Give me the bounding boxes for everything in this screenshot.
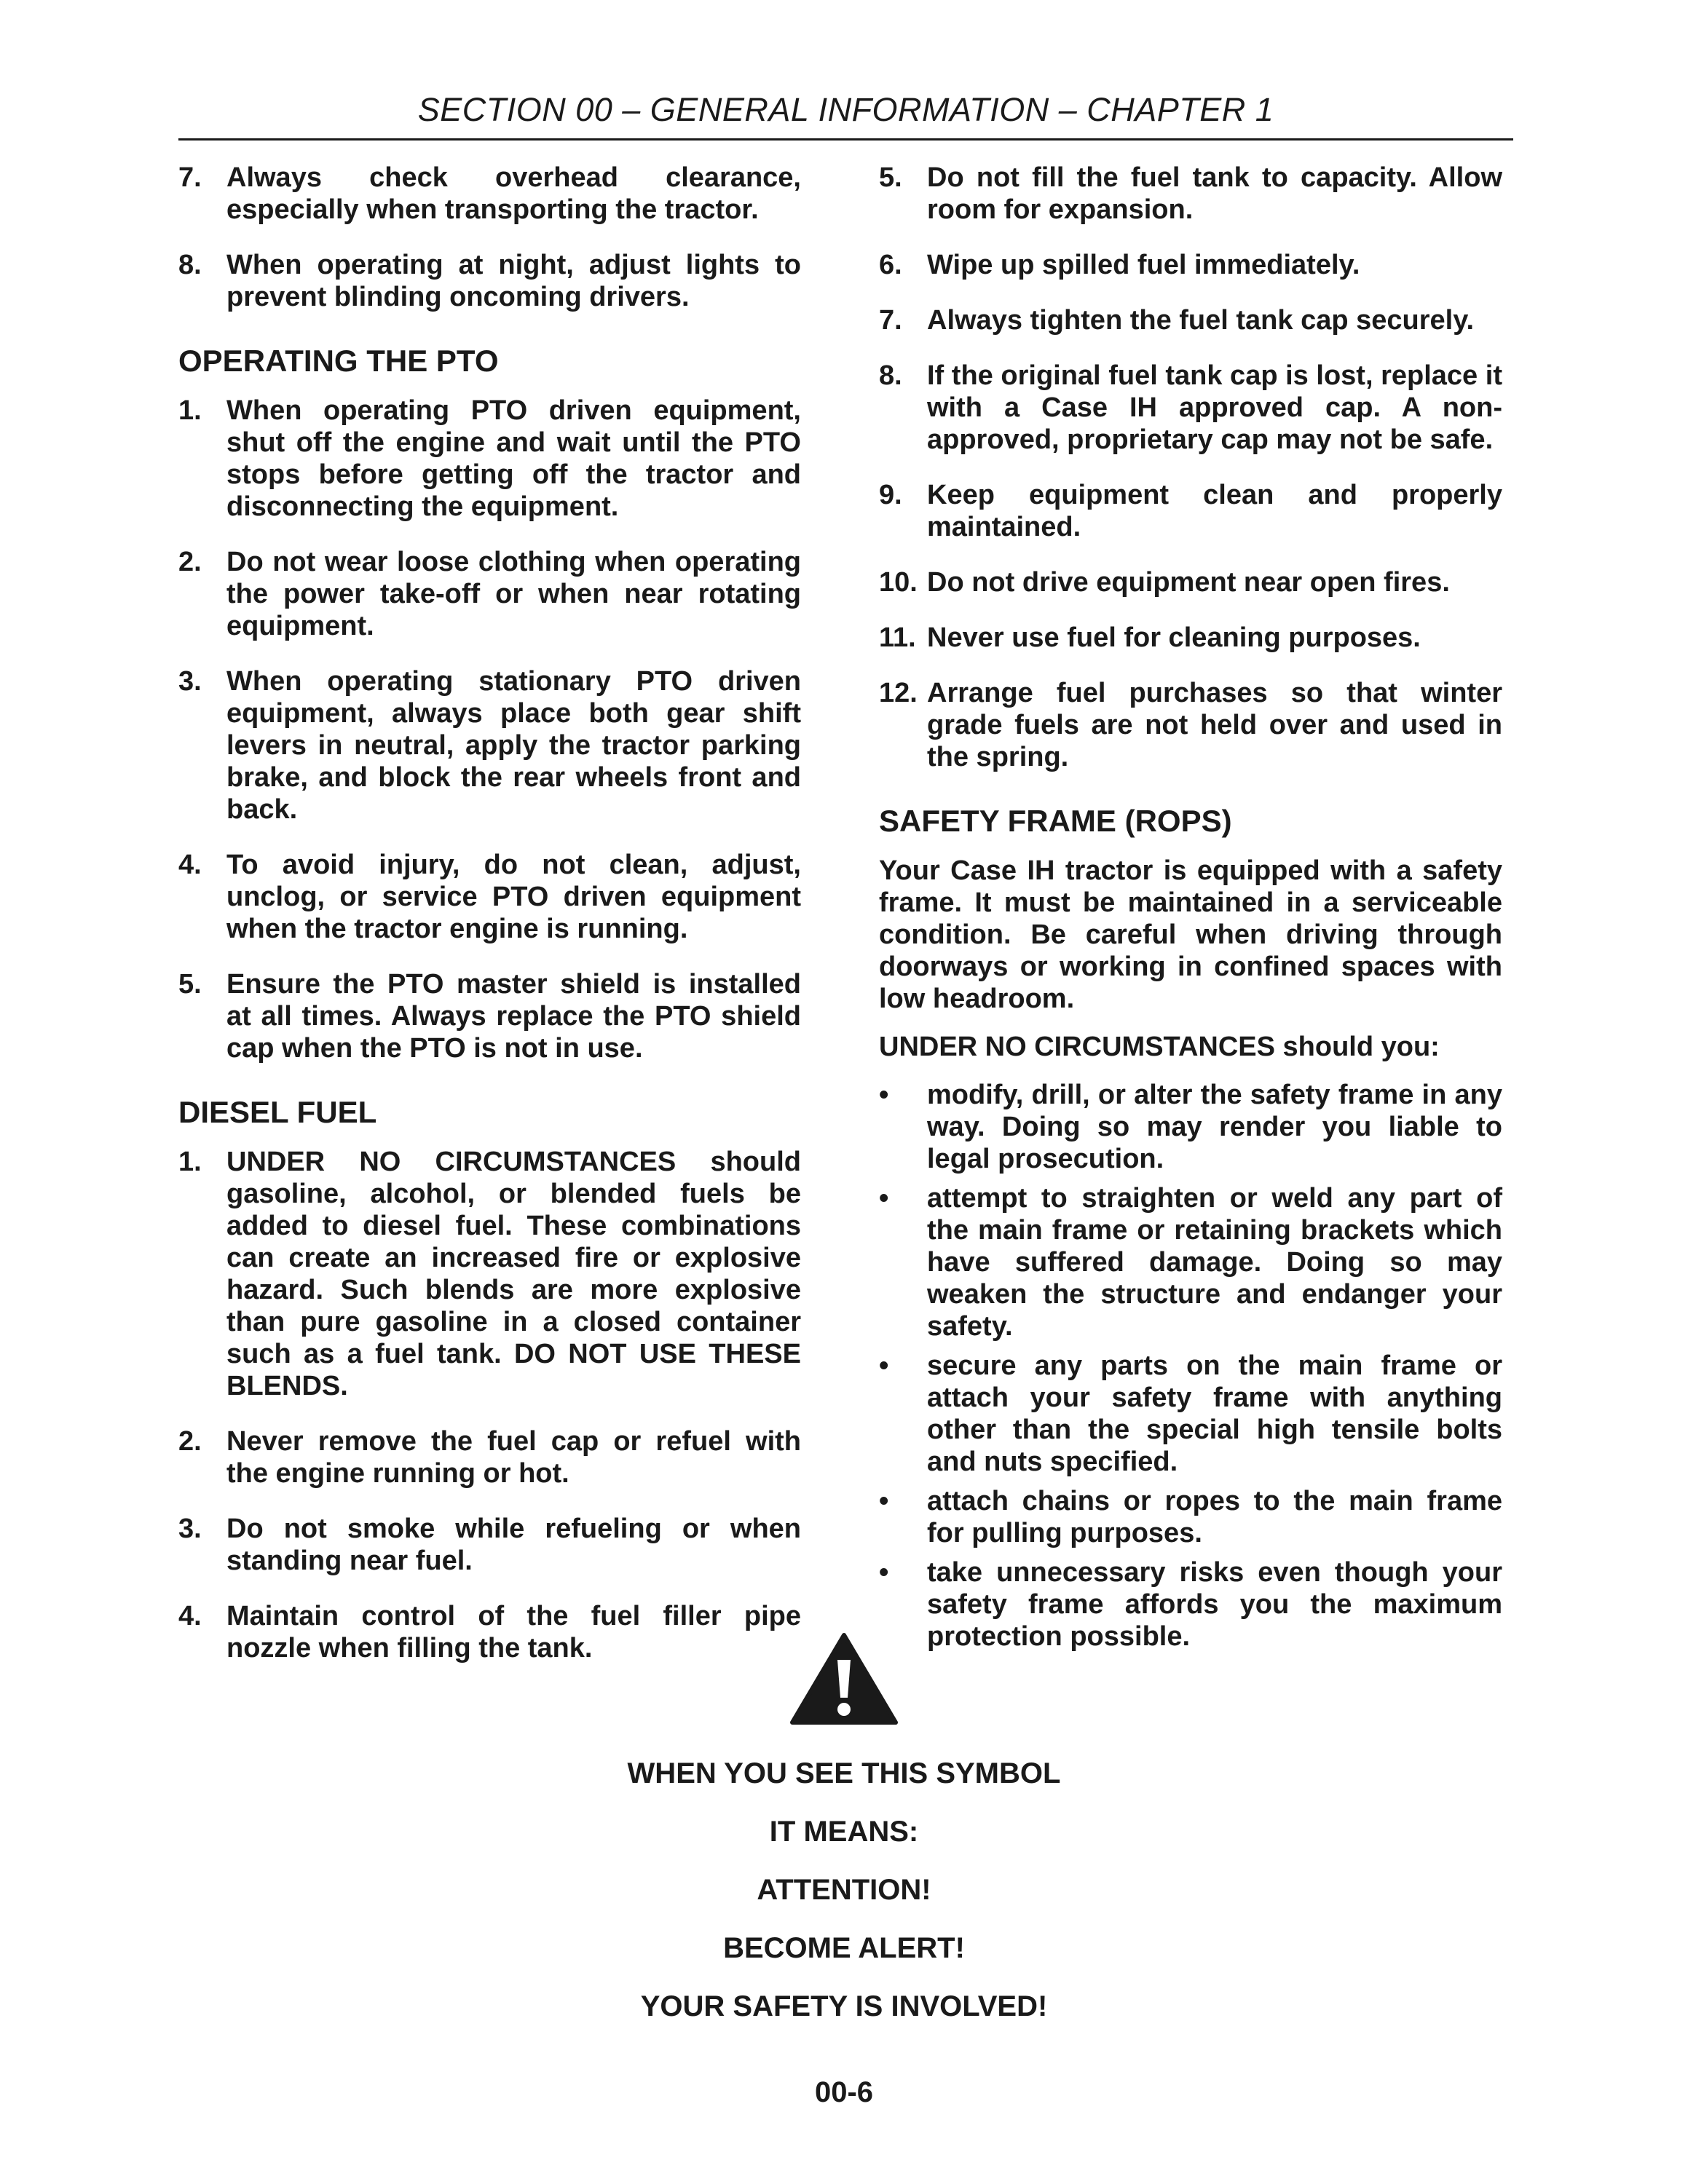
list-item (879, 622, 1502, 654)
item-number: 5. (178, 969, 202, 1000)
list-item (178, 546, 801, 642)
item-text: Always check overhead clearance, especially when transporting the tractor. (226, 162, 801, 225)
list-item (879, 360, 1502, 456)
item-text: When operating at night, adjust lights to prevent blinding oncoming drivers. (226, 250, 801, 312)
item-number: 10. (879, 567, 918, 598)
item-number: 1. (178, 1147, 202, 1177)
bullet-text: attach chains or ropes to the main frame for pulling purposes. (927, 1486, 1502, 1548)
item-text: Never remove the fuel cap or refuel with the engine running or hot. (226, 1426, 801, 1489)
item-text: Ensure the PTO master shield is installed at all times. Always replace the PTO shield cap when the PTO is not in use. (226, 969, 801, 1064)
bullet-item (879, 1182, 1502, 1342)
list-item (178, 249, 801, 313)
bullet-icon: • (879, 1080, 889, 1110)
item-text: If the original fuel tank cap is lost, replace it with a Case IH approved cap. A non-approved, proprietary cap may not be safe. (927, 360, 1502, 455)
list-item (178, 1146, 801, 1402)
warning-line: WHEN YOU SEE THIS SYMBOL (627, 1757, 1061, 1789)
warning-line: IT MEANS: (769, 1816, 919, 1848)
warning-triangle-icon (789, 1631, 899, 1727)
list-item (879, 479, 1502, 543)
item-text: Arrange fuel purchases so that winter grade fuels are not held over and used in the spring. (927, 678, 1502, 772)
item-text: Maintain control of the fuel filler pipe nozzle when filling the tank. (226, 1601, 801, 1663)
section-heading-diesel: DIESEL FUEL (178, 1095, 377, 1129)
bullet-icon: • (879, 1183, 889, 1214)
section-heading-rops: SAFETY FRAME (ROPS) (879, 804, 1232, 838)
bullet-icon: • (879, 1350, 889, 1381)
item-number: 8. (178, 250, 202, 280)
item-number: 6. (879, 250, 902, 280)
fuel-list (879, 162, 1502, 773)
item-number: 9. (879, 480, 902, 510)
warning-line: BECOME ALERT! (723, 1932, 965, 1964)
list-item (879, 677, 1502, 773)
diesel-list (178, 1146, 801, 1664)
warning-line: YOUR SAFETY IS INVOLVED! (640, 1990, 1048, 2022)
rops-bullets (879, 1079, 1502, 1653)
left-column (178, 162, 801, 1688)
list-item (178, 162, 801, 226)
list-item (879, 249, 1502, 281)
item-number: 5. (879, 162, 902, 193)
item-text: Keep equipment clean and properly maintained. (927, 480, 1502, 542)
bullet-icon: • (879, 1486, 889, 1516)
page-header: SECTION 00 – GENERAL INFORMATION – CHAPTER 1 (417, 91, 1274, 128)
bullet-text: attempt to straighten or weld any part of the main frame or retaining brackets which have suffered damage. Doing so may weaken the structure and endanger your safety. (927, 1183, 1502, 1342)
item-text: Do not wear loose clothing when operating the power take-off or when near rotating equipment. (226, 547, 801, 641)
item-number: 3. (178, 666, 202, 697)
header-rule (178, 138, 1513, 141)
bullet-icon: • (879, 1557, 889, 1588)
page-number: 00-6 (814, 2076, 874, 2108)
pto-list (178, 395, 801, 1064)
item-text: Do not fill the fuel tank to capacity. Allow room for expansion. (927, 162, 1502, 225)
item-text: Do not drive equipment near open fires. (927, 567, 1450, 598)
rops-paragraph: Your Case IH tractor is equipped with a safety frame. It must be maintained in a serviceable condition. Be careful when driving through doorways or working in confined spaces with low headroom. (879, 855, 1502, 1014)
item-number: 3. (178, 1514, 202, 1544)
right-column (879, 162, 1502, 1660)
safety-alert-block (0, 1631, 1688, 2047)
item-number: 8. (879, 360, 902, 391)
item-number: 4. (178, 850, 202, 880)
item-text: Never use fuel for cleaning purposes. (927, 622, 1421, 653)
list-item (178, 665, 801, 826)
bullet-text: take unnecessary risks even though your safety frame affords you the maximum protection possible. (927, 1557, 1502, 1652)
item-text: When operating PTO driven equipment, shut off the engine and wait until the PTO stops before getting off the tractor and disconnecting the equipment. (226, 395, 801, 522)
item-text: To avoid injury, do not clean, adjust, unclog, or service PTO driven equipment when the tractor engine is running. (226, 850, 801, 944)
list-item (879, 566, 1502, 598)
bullet-text: secure any parts on the main frame or attach your safety frame with anything other than the special high tensile bolts and nuts specified. (927, 1350, 1502, 1477)
list-item (178, 395, 801, 523)
bullet-item (879, 1350, 1502, 1478)
item-number: 7. (879, 305, 902, 336)
list-item (879, 162, 1502, 226)
list-item (879, 304, 1502, 336)
item-text: When operating stationary PTO driven equipment, always place both gear shift levers in neutral, apply the tractor parking brake, and block the rear wheels front and back. (226, 666, 801, 825)
item-text: Always tighten the fuel tank cap securely. (927, 305, 1475, 336)
item-number: 11. (879, 622, 916, 653)
item-text: Do not smoke while refueling or when standing near fuel. (226, 1514, 801, 1576)
top-list (178, 162, 801, 313)
section-heading-pto: OPERATING THE PTO (178, 344, 499, 378)
item-number: 2. (178, 547, 202, 577)
item-number: 1. (178, 395, 202, 426)
item-number: 4. (178, 1601, 202, 1631)
list-item (178, 1425, 801, 1489)
bullet-item (879, 1485, 1502, 1549)
rops-lead: UNDER NO CIRCUMSTANCES should you: (879, 1032, 1440, 1062)
item-text: Wipe up spilled fuel immediately. (927, 250, 1360, 280)
list-item (178, 1513, 801, 1577)
list-item (178, 849, 801, 945)
item-number: 2. (178, 1426, 202, 1457)
item-text: UNDER NO CIRCUMSTANCES should gasoline, alcohol, or blended fuels be added to diesel fuel. These combinations can create an increased fire or explosive hazard. Such blends are more explosive than pure gasoline in a closed container such as a fuel tank. DO NOT USE THESE BLENDS. (226, 1147, 801, 1401)
item-number: 12. (879, 678, 918, 708)
item-number: 7. (178, 162, 202, 193)
bullet-text: modify, drill, or alter the safety frame in any way. Doing so may render you liable to legal prosecution. (927, 1080, 1502, 1174)
list-item (178, 968, 801, 1064)
bullet-item (879, 1079, 1502, 1175)
warning-line: ATTENTION! (757, 1874, 931, 1906)
